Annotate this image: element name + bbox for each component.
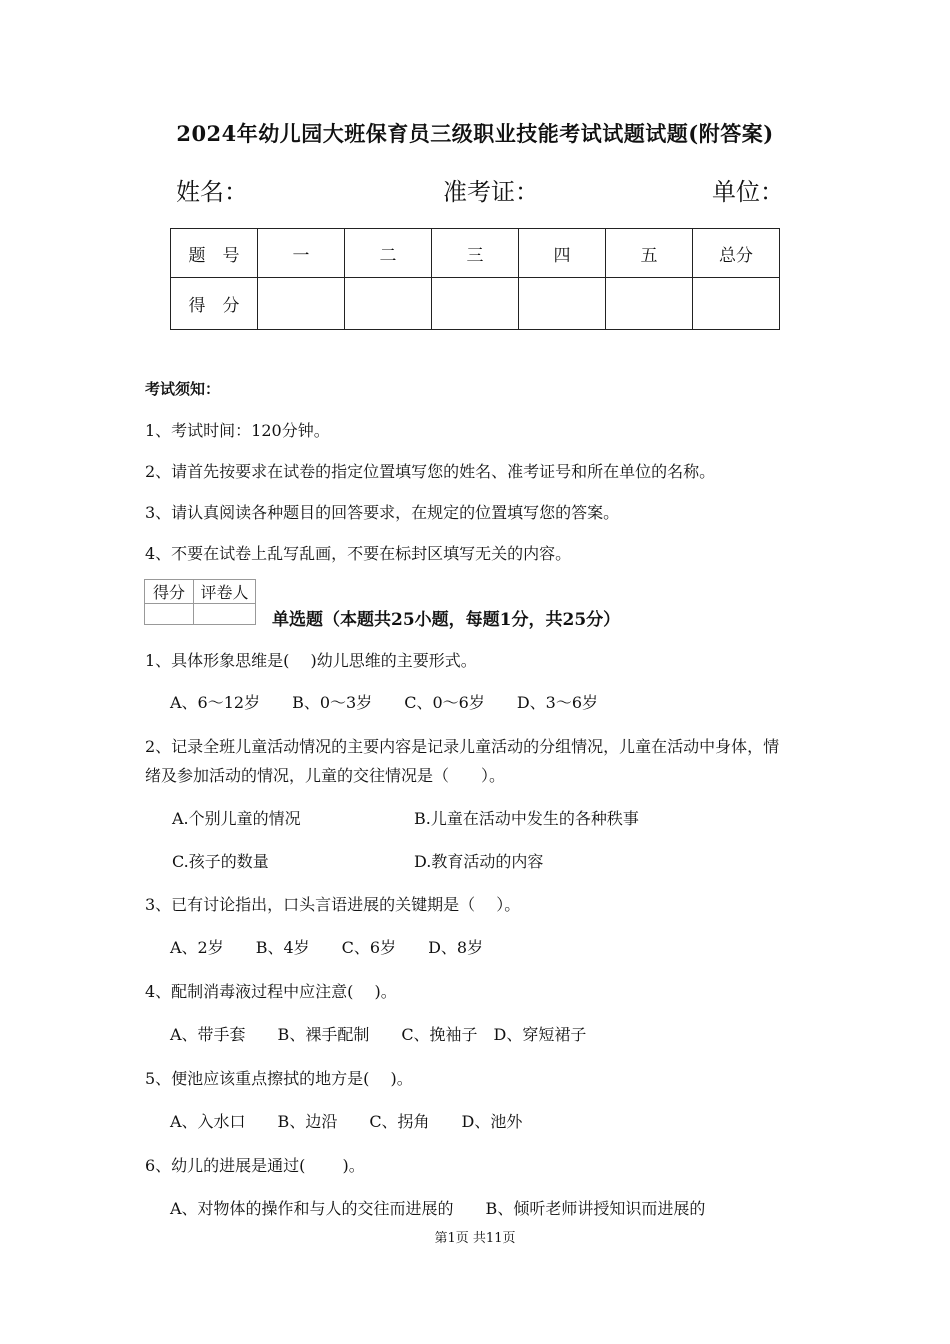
grader-box-grader-label: 评卷人 xyxy=(194,580,256,604)
notice-item: 3、请认真阅读各种题目的回答要求，在规定的位置填写您的答案。 xyxy=(145,503,620,522)
question-stem: 3、已有讨论指出，口头言语进展的关键期是（ ）。 xyxy=(145,895,521,914)
question-stem: 2、记录全班儿童活动情况的主要内容是记录儿童活动的分组情况，儿童在活动中身体，情 xyxy=(145,737,780,756)
score-cell[interactable] xyxy=(432,278,519,330)
question-stem: 4、配制消毒液过程中应注意( )。 xyxy=(145,982,397,1001)
score-table-header-cell: 三 xyxy=(432,229,519,278)
score-cell[interactable] xyxy=(519,278,606,330)
section-title: 单选题（本题共25小题，每题1分，共25分） xyxy=(272,610,621,630)
unit-field-label: 单位： xyxy=(712,178,784,206)
score-table xyxy=(170,228,780,330)
page-footer: 第1页 共11页 xyxy=(434,1231,516,1246)
question-stem: 1、具体形象思维是( )幼儿思维的主要形式。 xyxy=(145,651,477,670)
name-field-label: 姓名： xyxy=(176,178,248,206)
notice-heading: 考试须知： xyxy=(145,380,221,398)
question-options: A、入水口 B、边沿 C、拐角 D、池外 xyxy=(170,1112,523,1131)
question-option: C.孩子的数量 xyxy=(172,852,269,871)
question-option: D.教育活动的内容 xyxy=(414,852,544,871)
notice-item: 1、考试时间：120分钟。 xyxy=(145,421,330,440)
notice-item: 4、不要在试卷上乱写乱画，不要在标封区填写无关的内容。 xyxy=(145,544,572,563)
score-table-header-cell: 四 xyxy=(519,229,606,278)
score-table-header-row xyxy=(171,229,780,278)
score-table-score-row xyxy=(171,278,780,330)
score-cell[interactable] xyxy=(258,278,345,330)
score-row-label: 得 分 xyxy=(171,278,258,330)
score-cell[interactable] xyxy=(693,278,780,330)
grader-box-grader-cell[interactable] xyxy=(194,604,256,625)
exam-number-field-label: 准考证： xyxy=(443,178,539,206)
question-options: A、6～12岁 B、0～3岁 C、0～6岁 D、3～6岁 xyxy=(170,693,599,712)
document-title: 2024年幼儿园大班保育员三级职业技能考试试题试题(附答案) xyxy=(176,121,774,146)
question-options: A、2岁 B、4岁 C、6岁 D、8岁 xyxy=(170,938,484,957)
score-table-header-cell: 题 号 xyxy=(171,229,258,278)
grader-box-score-cell[interactable] xyxy=(145,604,194,625)
question-option: B.儿童在活动中发生的各种秩事 xyxy=(414,809,639,828)
grader-box xyxy=(144,579,256,625)
score-cell[interactable] xyxy=(606,278,693,330)
score-cell[interactable] xyxy=(345,278,432,330)
question-options: A、带手套 B、裸手配制 C、挽袖子 D、穿短裙子 xyxy=(170,1025,587,1044)
notice-item: 2、请首先按要求在试卷的指定位置填写您的姓名、准考证号和所在单位的名称。 xyxy=(145,462,716,481)
score-table-header-cell: 总分 xyxy=(693,229,780,278)
score-table-header-cell: 一 xyxy=(258,229,345,278)
score-table-header-cell: 五 xyxy=(606,229,693,278)
question-stem-continued: 绪及参加活动的情况，儿童的交往情况是（ ）。 xyxy=(145,766,506,785)
score-table-header-cell: 二 xyxy=(345,229,432,278)
question-stem: 5、便池应该重点擦拭的地方是( )。 xyxy=(145,1069,413,1088)
question-options: A、对物体的操作和与人的交往而进展的 B、倾听老师讲授知识而进展的 xyxy=(170,1199,706,1218)
question-option: A.个别儿童的情况 xyxy=(172,809,301,828)
question-stem: 6、幼儿的进展是通过( )。 xyxy=(145,1156,365,1175)
grader-box-score-label: 得分 xyxy=(145,580,194,604)
